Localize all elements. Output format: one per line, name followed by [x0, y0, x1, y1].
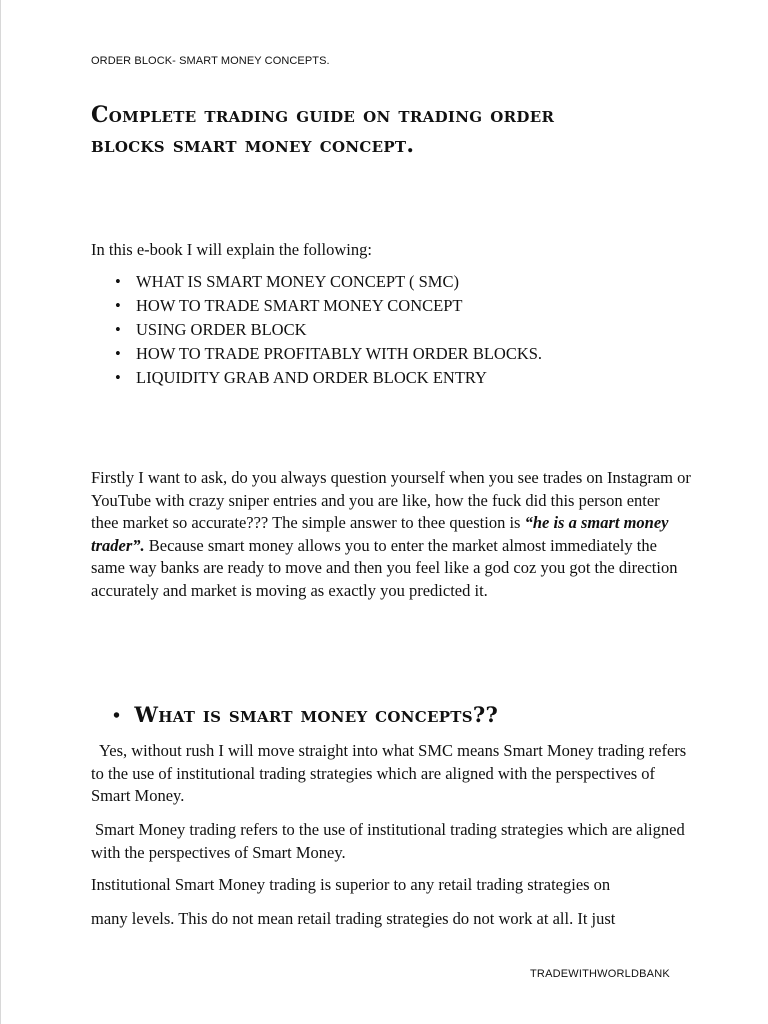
paragraph-text: many levels. This do not mean retail trading strategies do not work at all. It just [91, 909, 616, 928]
paragraph [91, 740, 691, 808]
title-line-1: Complete trading guide on trading order [91, 102, 555, 128]
section-heading [113, 699, 713, 732]
title-line-2: blocks smart money concept. [91, 132, 415, 158]
document-title [91, 100, 711, 160]
emphasis-text: “he is a smart money trader”. [91, 513, 669, 555]
list-item-text: USING ORDER BLOCK [136, 320, 307, 339]
section-heading-text: What is smart money concepts?? [134, 702, 499, 727]
list-item-text: LIQUIDITY GRAB AND ORDER BLOCK ENTRY [136, 368, 487, 387]
paragraph-text: Smart Money trading refers to the use of institutional trading strategies which are aligned with the perspectives of Smart Money. [91, 820, 685, 862]
paragraph-text: Firstly I want to ask, do you always question yourself when you see trades on Instagram or YouTube with crazy sniper entries and you are like, how the fuck did this person enter thee market so accurate??? The simple answer to thee question is [91, 468, 691, 532]
page-edge [0, 0, 1, 1024]
bullet-icon: • [115, 368, 121, 387]
opening-paragraph [91, 467, 691, 602]
topic-list [91, 270, 691, 390]
paragraph [91, 874, 691, 897]
bullet-icon: • [115, 296, 121, 315]
list-item-text: WHAT IS SMART MONEY CONCEPT ( SMC) [136, 272, 459, 291]
bullet-icon: • [113, 705, 121, 727]
page-footer: TRADEWITHWORLDBANK [530, 968, 670, 980]
paragraph [91, 819, 691, 864]
list-item [91, 366, 691, 390]
page-header: ORDER BLOCK- SMART MONEY CONCEPTS. [91, 55, 330, 67]
bullet-icon: • [115, 320, 121, 339]
paragraph-text: Because smart money allows you to enter the market almost immediately the same way banks are ready to move and then you feel like a god coz you got the direction accurately and market is moving as exactly you predicted it. [91, 535, 678, 600]
paragraph [91, 908, 691, 931]
bullet-icon: • [115, 272, 121, 291]
list-item-text: HOW TO TRADE PROFITABLY WITH ORDER BLOCKS. [136, 344, 543, 363]
list-item-text: HOW TO TRADE SMART MONEY CONCEPT [136, 296, 463, 315]
list-item [91, 294, 691, 318]
list-item [91, 270, 691, 294]
list-item [91, 342, 691, 366]
list-item [91, 318, 691, 342]
paragraph-text: Institutional Smart Money trading is superior to any retail trading strategies on [91, 875, 611, 894]
paragraph-text: Yes, without rush I will move straight into what SMC means Smart Money trading refers to the use of institutional trading strategies which are aligned with the perspectives of Smart Money. [91, 741, 687, 805]
bullet-icon: • [115, 344, 121, 363]
intro-text: In this e-book I will explain the following: [91, 240, 372, 259]
